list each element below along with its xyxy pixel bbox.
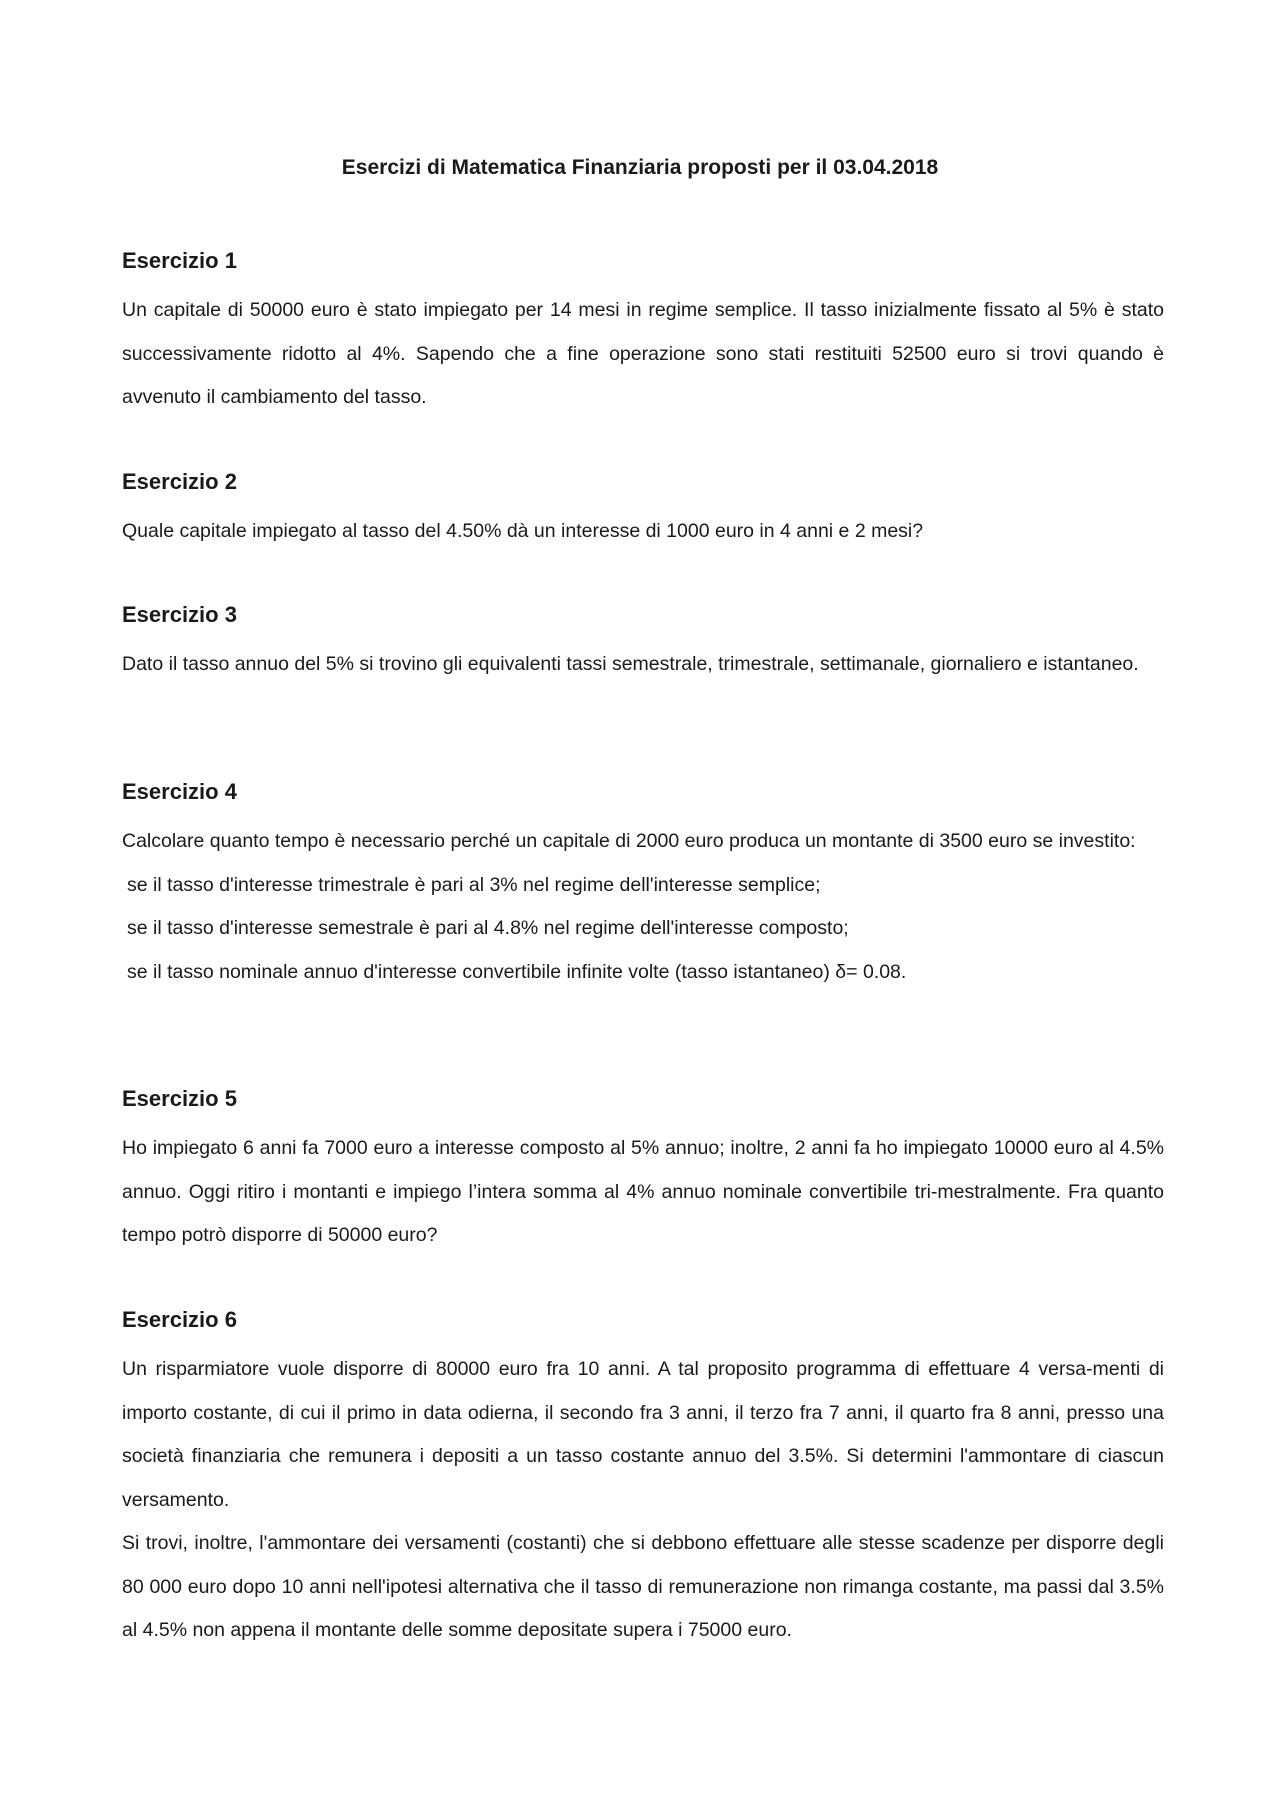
exercise-item: se il tasso nominale annuo d'interesse convertibile infinite volte (tasso istantaneo) δ= 0.08. [127, 960, 907, 983]
exercise-heading: Esercizio 6 [122, 1307, 237, 1332]
exercise-heading: Esercizio 2 [122, 469, 237, 494]
exercise-item: se il tasso d'interesse trimestrale è pari al 3% nel regime dell'interesse semplice; [127, 873, 821, 896]
exercise-3 [122, 600, 1164, 687]
exercise-item: se il tasso d'interesse semestrale è pari al 4.8% nel regime dell'interesse composto; [127, 917, 849, 939]
exercise-2 [122, 467, 1164, 554]
exercise-text: Ho impiegato 6 anni fa 7000 euro a interesse composto al 5% annuo; inoltre, 2 anni fa ho impiegato 10000 euro al 4.5% annuo. Oggi ritiro i montanti e impiego l’intera somma al 4% annuo nominale convertibile tri-mestralmente. Fra quanto tempo potrò disporre di 50000 euro? [122, 1137, 1164, 1246]
exercise-heading: Esercizio 1 [122, 248, 237, 273]
exercise-6 [122, 1305, 1164, 1653]
exercise-heading: Esercizio 3 [122, 602, 237, 627]
exercise-text: Dato il tasso annuo del 5% si trovino gli equivalenti tassi semestrale, trimestrale, settimanale, giornaliero e istantaneo. [122, 653, 1139, 675]
exercise-text: Si trovi, inoltre, l'ammontare dei versamenti (costanti) che si debbono effettuare alle stesse scadenze per disporre degli 80 000 euro dopo 10 anni nell'ipotesi alternativa che il tasso di remunerazione non rimanga costante, ma passi dal 3.5% al 4.5% non appena il montante delle somme depositate supera i 75000 euro. [122, 1532, 1164, 1641]
exercise-text: Un capitale di 50000 euro è stato impiegato per 14 mesi in regime semplice. Il tasso inizialmente fissato al 5% è stato successivamente ridotto al 4%. Sapendo che a fine operazione sono stati restituiti 52500 euro si trovi quando è avvenuto il cambiamento del tasso. [122, 299, 1164, 408]
exercise-4 [122, 777, 1164, 994]
exercise-text: Un risparmiatore vuole disporre di 80000 euro fra 10 anni. A tal proposito programma di effettuare 4 versa-menti di importo costante, di cui il primo in data odierna, il secondo fra 3 anni, il terzo fra 7 anni, il quarto fra 8 anni, presso una società finanziaria che remunera i depositi a un tasso costante annuo del 3.5%. Si determini l'ammontare di ciascun versamento. [122, 1358, 1164, 1511]
exercise-text: Quale capitale impiegato al tasso del 4.50% dà un interesse di 1000 euro in 4 anni e 2 mesi? [122, 520, 924, 542]
exercise-1 [122, 246, 1164, 420]
exercise-heading: Esercizio 4 [122, 779, 237, 804]
exercise-heading: Esercizio 5 [122, 1086, 237, 1111]
document-title: Esercizi di Matematica Finanziaria proposti per il 03.04.2018 [341, 156, 939, 179]
exercise-5 [122, 1084, 1164, 1258]
exercise-text: Calcolare quanto tempo è necessario perché un capitale di 2000 euro produca un montante di 3500 euro se investito: [122, 830, 1136, 852]
